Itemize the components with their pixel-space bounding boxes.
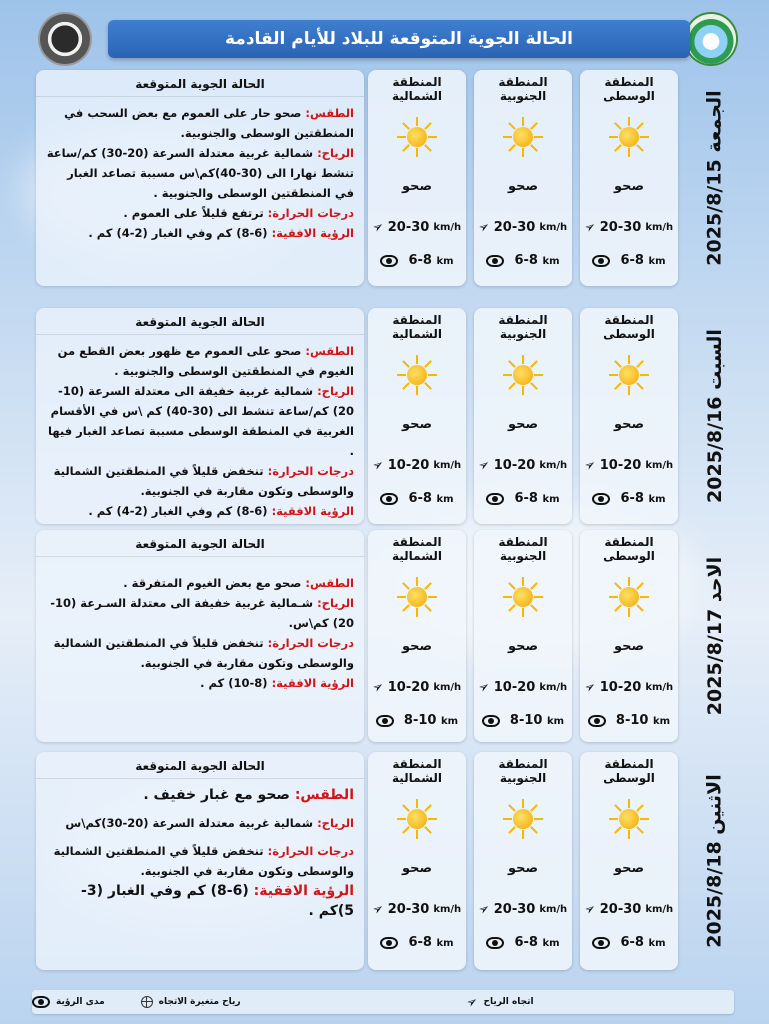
visibility-range: 8-10 km <box>580 713 678 728</box>
wind-arrow-icon: ➢ <box>581 456 600 475</box>
region-name: المنطقة الوسطى <box>603 75 655 103</box>
condition-text: صحو <box>401 861 433 876</box>
wind-speed: ➢ 10-20 km/h <box>369 456 462 475</box>
eye-icon <box>482 715 500 727</box>
visibility-range: 6-8 km <box>580 935 678 950</box>
ministry-logo <box>40 14 90 64</box>
weather-text: صحو على العموم مع ظهور بعض القطع من الغيوم في المنطقتين الوسطى والجنوبية . <box>57 344 354 378</box>
sun-icon <box>397 577 437 617</box>
weather-label: الطقس: <box>305 106 354 120</box>
visibility-range: 6-8 km <box>580 253 678 268</box>
wind-speed: ➢ 20-30 km/h <box>369 900 462 919</box>
region-name: المنطقة الجنوبية <box>498 535 548 563</box>
sun-icon <box>609 799 649 839</box>
condition-text: صحو <box>401 639 433 654</box>
region-card-south <box>474 70 572 286</box>
visibility-text: (6-8) كم وفي الغبار (2-4) كم . <box>88 226 268 240</box>
sun-icon <box>609 117 649 157</box>
eye-icon <box>486 255 504 267</box>
region-card-north <box>368 308 466 524</box>
eye-icon <box>32 996 50 1008</box>
temperature-text: تنخفض قليلاً في المنطقتين الشمالية والوسطى وتكون مقاربة في الجنوبية. <box>53 464 354 498</box>
region-card-south <box>474 530 572 742</box>
temperature-label: درجات الحرارة: <box>267 636 354 650</box>
region-card-north <box>368 70 466 286</box>
forecast-title: الحالة الجوية المتوقعة <box>36 308 364 335</box>
wind-arrow-icon: ➢ <box>581 218 600 237</box>
region-name: المنطقة الجنوبية <box>498 313 548 341</box>
eye-icon <box>376 715 394 727</box>
visibility-label: الرؤية الافقية: <box>271 676 354 690</box>
region-card-north <box>368 752 466 970</box>
condition-text: صحو <box>613 417 645 432</box>
wind-label: الرياح: <box>317 146 354 160</box>
region-card-central <box>580 308 678 524</box>
forecast-panel <box>36 70 364 286</box>
temperature-label: درجات الحرارة: <box>267 844 354 858</box>
region-name: المنطقة الشمالية <box>391 75 443 103</box>
wind-speed: ➢ 10-20 km/h <box>581 678 674 697</box>
visibility-range: 8-10 km <box>474 713 572 728</box>
forecast-panel <box>36 530 364 742</box>
visibility-range: 6-8 km <box>368 491 466 506</box>
eye-icon <box>380 255 398 267</box>
condition-text: صحو <box>613 179 645 194</box>
wind-arrow-icon: ➢ <box>369 218 388 237</box>
wind-arrow-icon: ➢ <box>475 900 494 919</box>
condition-text: صحو <box>507 639 539 654</box>
condition-text: صحو <box>613 639 645 654</box>
weather-text: صحو مع غبار خفيف . <box>143 787 290 803</box>
meteorology-logo <box>686 14 736 64</box>
forecast-text <box>36 70 364 243</box>
forecast-title: الحالة الجوية المتوقعة <box>36 70 364 97</box>
region-name: المنطقة الوسطى <box>603 535 655 563</box>
visibility-text: (6-8) كم وفي الغبار (3-5)كم . <box>81 883 354 919</box>
page-title: الحالة الجوية المتوقعة للبلاد للأيام القادمة <box>108 20 690 58</box>
legend-item-variable-wind: رياح متغيرة الاتجاه <box>141 996 241 1008</box>
temperature-text: ترتفع قليلاً على العموم . <box>123 206 264 220</box>
region-name: المنطقة الجنوبية <box>498 75 548 103</box>
legend-item-visibility: مدى الرؤية <box>32 996 105 1008</box>
forecast-panel <box>36 752 364 970</box>
region-name: المنطقة الجنوبية <box>498 757 548 785</box>
visibility-text: (8-10) كم . <box>200 676 268 690</box>
sun-icon <box>397 799 437 839</box>
sun-icon <box>609 355 649 395</box>
wind-arrow-icon: ➢ <box>475 218 494 237</box>
eye-icon <box>592 255 610 267</box>
condition-text: صحو <box>507 179 539 194</box>
wind-label: الرياح: <box>317 816 354 830</box>
day-date-label: السبت 2025/8/16 <box>704 329 727 503</box>
forecast-text <box>36 752 364 921</box>
wind-speed: ➢ 20-30 km/h <box>369 218 462 237</box>
day-date-label: الاحد 2025/8/17 <box>704 556 726 716</box>
eye-icon <box>486 937 504 949</box>
day-date-label: الجمعة 2025/8/15 <box>704 90 726 266</box>
legend-item-wind-direction: اتجاه الرياح ➢ <box>463 992 534 1012</box>
eye-icon <box>380 493 398 505</box>
visibility-label: الرؤية الافقية: <box>271 226 354 240</box>
weather-label: الطقس: <box>294 787 354 803</box>
wind-speed: ➢ 20-30 km/h <box>581 218 674 237</box>
forecast-title: الحالة الجوية المتوقعة <box>36 752 364 779</box>
weather-text: صحو مع بعض الغيوم المتفرقة . <box>123 576 302 590</box>
temperature-label: درجات الحرارة: <box>267 206 354 220</box>
forecast-text <box>36 530 364 693</box>
wind-text: شمالية غربية خفيفة الى معتدلة السرعة (10-20) كم/ساعة تنشط الى (30-40) كم \س في الأقسام الغربية في المنطقة الوسطى مسببة تصاعد الغبار فيها . <box>48 384 354 458</box>
temperature-text: تنخفض قليلاً في المنطقتين الشمالية والوسطى وتكون مقاربة في الجنوبية. <box>53 636 354 670</box>
region-card-central <box>580 752 678 970</box>
visibility-text: (6-8) كم وفي الغبار (2-4) كم . <box>88 504 268 518</box>
region-card-south <box>474 752 572 970</box>
day-date-label: الاثنين 2025/8/18 <box>704 774 727 948</box>
forecast-title: الحالة الجوية المتوقعة <box>36 530 364 557</box>
wind-label: الرياح: <box>317 384 354 398</box>
wind-speed: ➢ 10-20 km/h <box>581 456 674 475</box>
forecast-text <box>36 308 364 521</box>
sun-icon <box>609 577 649 617</box>
eye-icon <box>486 493 504 505</box>
visibility-range: 6-8 km <box>474 935 572 950</box>
condition-text: صحو <box>507 417 539 432</box>
sun-icon <box>397 117 437 157</box>
region-card-north <box>368 530 466 742</box>
region-name: المنطقة الوسطى <box>603 313 655 341</box>
wind-speed: ➢ 10-20 km/h <box>475 456 568 475</box>
region-card-central <box>580 70 678 286</box>
visibility-range: 6-8 km <box>474 491 572 506</box>
temperature-label: درجات الحرارة: <box>267 464 354 478</box>
weather-label: الطقس: <box>305 344 354 358</box>
wind-arrow-icon: ➢ <box>369 900 388 919</box>
region-name: المنطقة الشمالية <box>391 313 443 341</box>
visibility-label: الرؤية الافقية: <box>253 883 354 899</box>
visibility-range: 6-8 km <box>368 935 466 950</box>
visibility-label: الرؤية الافقية: <box>271 504 354 518</box>
sun-icon <box>503 117 543 157</box>
eye-icon <box>588 715 606 727</box>
wind-text: شمالية غربية معتدلة السرعة (20-30) كم/ساعة تنشط نهارا الى (30-40)كم\س مسببة تصاعد الغبار في المنطقتين الوسطى والجنوبية . <box>46 146 354 200</box>
condition-text: صحو <box>507 861 539 876</box>
visibility-range: 6-8 km <box>474 253 572 268</box>
sun-icon <box>397 355 437 395</box>
wind-arrow-icon: ➢ <box>463 992 481 1012</box>
wind-speed: ➢ 10-20 km/h <box>369 678 462 697</box>
sun-icon <box>503 355 543 395</box>
condition-text: صحو <box>401 417 433 432</box>
compass-icon <box>141 996 153 1008</box>
sun-icon <box>503 577 543 617</box>
wind-arrow-icon: ➢ <box>475 678 494 697</box>
sun-icon <box>503 799 543 839</box>
wind-arrow-icon: ➢ <box>475 456 494 475</box>
wind-speed: ➢ 10-20 km/h <box>475 678 568 697</box>
eye-icon <box>380 937 398 949</box>
legend <box>32 990 734 1014</box>
region-card-central <box>580 530 678 742</box>
visibility-range: 6-8 km <box>368 253 466 268</box>
region-card-south <box>474 308 572 524</box>
wind-arrow-icon: ➢ <box>581 900 600 919</box>
weather-label: الطقس: <box>305 576 354 590</box>
region-name: المنطقة الشمالية <box>391 535 443 563</box>
wind-speed: ➢ 20-30 km/h <box>581 900 674 919</box>
wind-text: شمالية غربية معتدلة السرعة (20-30)كم\س <box>65 816 314 830</box>
condition-text: صحو <box>401 179 433 194</box>
visibility-range: 6-8 km <box>580 491 678 506</box>
forecast-panel <box>36 308 364 524</box>
eye-icon <box>592 937 610 949</box>
region-name: المنطقة الوسطى <box>603 757 655 785</box>
wind-arrow-icon: ➢ <box>369 678 388 697</box>
wind-speed: ➢ 20-30 km/h <box>475 218 568 237</box>
visibility-range: 8-10 km <box>368 713 466 728</box>
region-name: المنطقة الشمالية <box>391 757 443 785</box>
weather-text: صحو حار على العموم مع بعض السحب في المنطقتين الوسطى والجنوبية. <box>64 106 354 140</box>
wind-text: شـمالية غربية خفيفة الى معتدلة السـرعة (10-20) كم\س. <box>50 596 354 630</box>
temperature-text: تنخفض قليلاً في المنطقتين الشمالية والوسطى وتكون مقاربة في الجنوبية. <box>53 844 354 878</box>
wind-label: الرياح: <box>317 596 354 610</box>
wind-arrow-icon: ➢ <box>581 678 600 697</box>
condition-text: صحو <box>613 861 645 876</box>
wind-arrow-icon: ➢ <box>369 456 388 475</box>
wind-speed: ➢ 20-30 km/h <box>475 900 568 919</box>
eye-icon <box>592 493 610 505</box>
